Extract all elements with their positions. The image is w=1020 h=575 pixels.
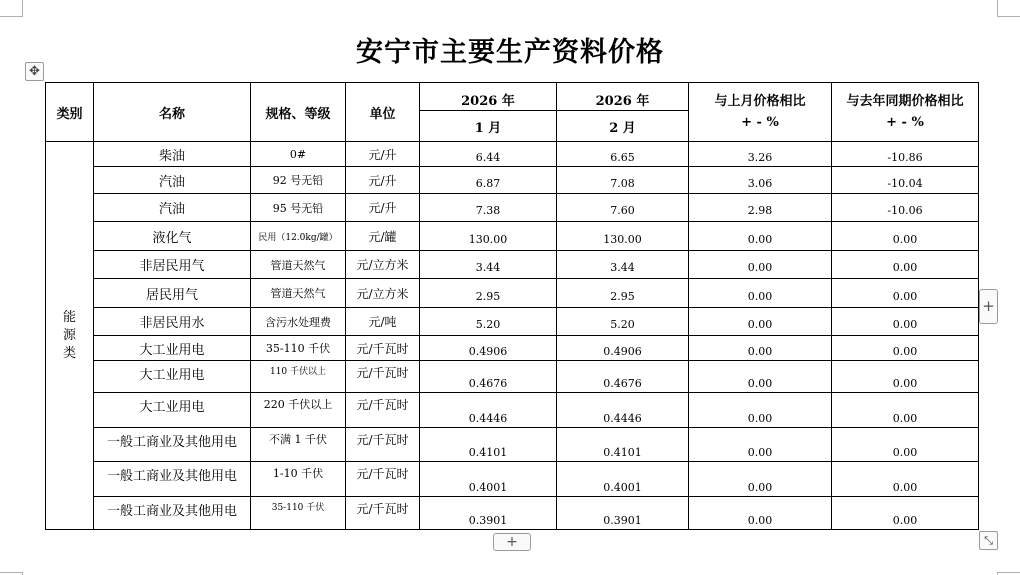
yoy-change-cell: 0.00 [832,251,979,279]
name-cell: 大工业用电 [94,361,251,393]
jan-price-cell: 7.38 [420,194,557,222]
unit-cell: 元/升 [346,194,420,222]
spec-cell: 含污水处理费 [251,308,346,336]
header-yoy [832,83,979,142]
table-row [46,279,979,308]
header-category: 类别 [46,83,94,142]
header-feb-month: 2 月 [557,111,689,142]
table-row [46,462,979,497]
feb-price-cell: 0.4906 [557,336,689,361]
yoy-change-cell: 0.00 [832,428,979,462]
mom-change-cell: 2.98 [689,194,832,222]
spec-cell: 92 号无铅 [251,167,346,194]
document-title: 安宁市主要生产资料价格 [356,37,664,68]
unit-cell: 元/罐 [346,222,420,251]
feb-price-cell: 7.60 [557,194,689,222]
table-row [46,222,979,251]
jan-price-cell: 0.4001 [420,462,557,497]
mom-change-cell: 3.26 [689,142,832,167]
feb-price-cell: 0.4101 [557,428,689,462]
unit-cell: 元/千瓦时 [346,361,420,393]
jan-price-cell: 6.87 [420,167,557,194]
yoy-change-cell: 0.00 [832,462,979,497]
table-row [46,142,979,167]
jan-price-cell: 2.95 [420,279,557,308]
header-yoy-line1: 与去年同期价格相比 [846,94,964,109]
name-cell: 大工业用电 [94,393,251,428]
name-cell: 非居民用水 [94,308,251,336]
table-row [46,167,979,194]
header-unit: 单位 [346,83,420,142]
spec-cell: 35-110 千伏 [251,497,346,530]
jan-price-cell: 0.4101 [420,428,557,462]
spec-cell: 管道天然气 [251,251,346,279]
jan-price-cell: 6.44 [420,142,557,167]
feb-price-cell: 3.44 [557,251,689,279]
header-name: 名称 [94,83,251,142]
name-cell: 一般工商业及其他用电 [94,497,251,530]
yoy-change-cell: 0.00 [832,361,979,393]
category-char: 能 [62,309,76,325]
spec-cell: 110 千伏以上 [251,361,346,393]
feb-price-cell: 0.4001 [557,462,689,497]
unit-cell: 元/千瓦时 [346,336,420,361]
header-mom-line1: 与上月价格相比 [714,94,806,109]
table-row [46,361,979,393]
page-corner-top-right [997,0,1020,17]
table-row [46,308,979,336]
mom-change-cell: 0.00 [689,393,832,428]
header-spec: 规格、等级 [251,83,346,142]
mom-change-cell: 0.00 [689,361,832,393]
yoy-change-cell: 0.00 [832,393,979,428]
header-feb-year: 2026 年 [557,83,689,111]
price-table-body [46,142,979,530]
spec-cell: 95 号无铅 [251,194,346,222]
name-cell: 液化气 [94,222,251,251]
header-jan-month: 1 月 [420,111,557,142]
name-cell: 柴油 [94,142,251,167]
unit-cell: 元/立方米 [346,279,420,308]
unit-cell: 元/千瓦时 [346,393,420,428]
jan-price-cell: 0.3901 [420,497,557,530]
yoy-change-cell: -10.04 [832,167,979,194]
yoy-change-cell: 0.00 [832,308,979,336]
feb-price-cell: 130.00 [557,222,689,251]
jan-price-cell: 0.4906 [420,336,557,361]
yoy-change-cell: -10.06 [832,194,979,222]
mom-change-cell: 0.00 [689,428,832,462]
unit-cell: 元/立方米 [346,251,420,279]
page-corner-top-left [0,0,23,17]
table-row [46,497,979,530]
spec-cell: 管道天然气 [251,279,346,308]
unit-cell: 元/千瓦时 [346,428,420,462]
yoy-change-cell: 0.00 [832,497,979,530]
name-cell: 汽油 [94,194,251,222]
name-cell: 居民用气 [94,279,251,308]
mom-change-cell: 0.00 [689,251,832,279]
feb-price-cell: 7.08 [557,167,689,194]
mom-change-cell: 0.00 [689,336,832,361]
header-jan-year: 2026 年 [420,83,557,111]
yoy-change-cell: 0.00 [832,222,979,251]
mom-change-cell: 0.00 [689,497,832,530]
feb-price-cell: 0.4446 [557,393,689,428]
unit-cell: 元/千瓦时 [346,462,420,497]
spec-cell: 民用（12.0kg/罐） [251,222,346,251]
table-row [46,428,979,462]
spec-cell: 0# [251,142,346,167]
mom-change-cell: 0.00 [689,308,832,336]
name-cell: 汽油 [94,167,251,194]
mom-change-cell: 0.00 [689,462,832,497]
name-cell: 一般工商业及其他用电 [94,428,251,462]
table-row [46,336,979,361]
header-yoy-line2: + - % [886,115,924,130]
name-cell: 大工业用电 [94,336,251,361]
unit-cell: 元/吨 [346,308,420,336]
table-row [46,251,979,279]
jan-price-cell: 5.20 [420,308,557,336]
feb-price-cell: 0.4676 [557,361,689,393]
category-char: 源 [62,327,76,343]
spec-cell: 35-110 千伏 [251,336,346,361]
spec-cell: 220 千伏以上 [251,393,346,428]
feb-price-cell: 2.95 [557,279,689,308]
category-cell [46,142,94,530]
table-row [46,393,979,428]
jan-price-cell: 0.4676 [420,361,557,393]
feb-price-cell: 0.3901 [557,497,689,530]
spec-cell: 1-10 千伏 [251,462,346,497]
mom-change-cell: 3.06 [689,167,832,194]
jan-price-cell: 130.00 [420,222,557,251]
unit-cell: 元/升 [346,142,420,167]
name-cell: 非居民用气 [94,251,251,279]
yoy-change-cell: -10.86 [832,142,979,167]
table-resize-icon[interactable]: ⤡ [979,531,998,550]
unit-cell: 元/千瓦时 [346,497,420,530]
yoy-change-cell: 0.00 [832,279,979,308]
add-column-button[interactable]: + [979,289,998,324]
jan-price-cell: 3.44 [420,251,557,279]
unit-cell: 元/升 [346,167,420,194]
add-row-button[interactable]: + [493,533,531,551]
table-move-icon[interactable]: ✥ [25,62,44,81]
name-cell: 一般工商业及其他用电 [94,462,251,497]
yoy-change-cell: 0.00 [832,336,979,361]
mom-change-cell: 0.00 [689,279,832,308]
spec-cell: 不满 1 千伏 [251,428,346,462]
mom-change-cell: 0.00 [689,222,832,251]
header-mom [689,83,832,142]
table-row [46,194,979,222]
price-table [45,82,979,530]
feb-price-cell: 6.65 [557,142,689,167]
header-mom-line2: + - % [741,115,779,130]
feb-price-cell: 5.20 [557,308,689,336]
jan-price-cell: 0.4446 [420,393,557,428]
category-char: 类 [62,345,76,361]
